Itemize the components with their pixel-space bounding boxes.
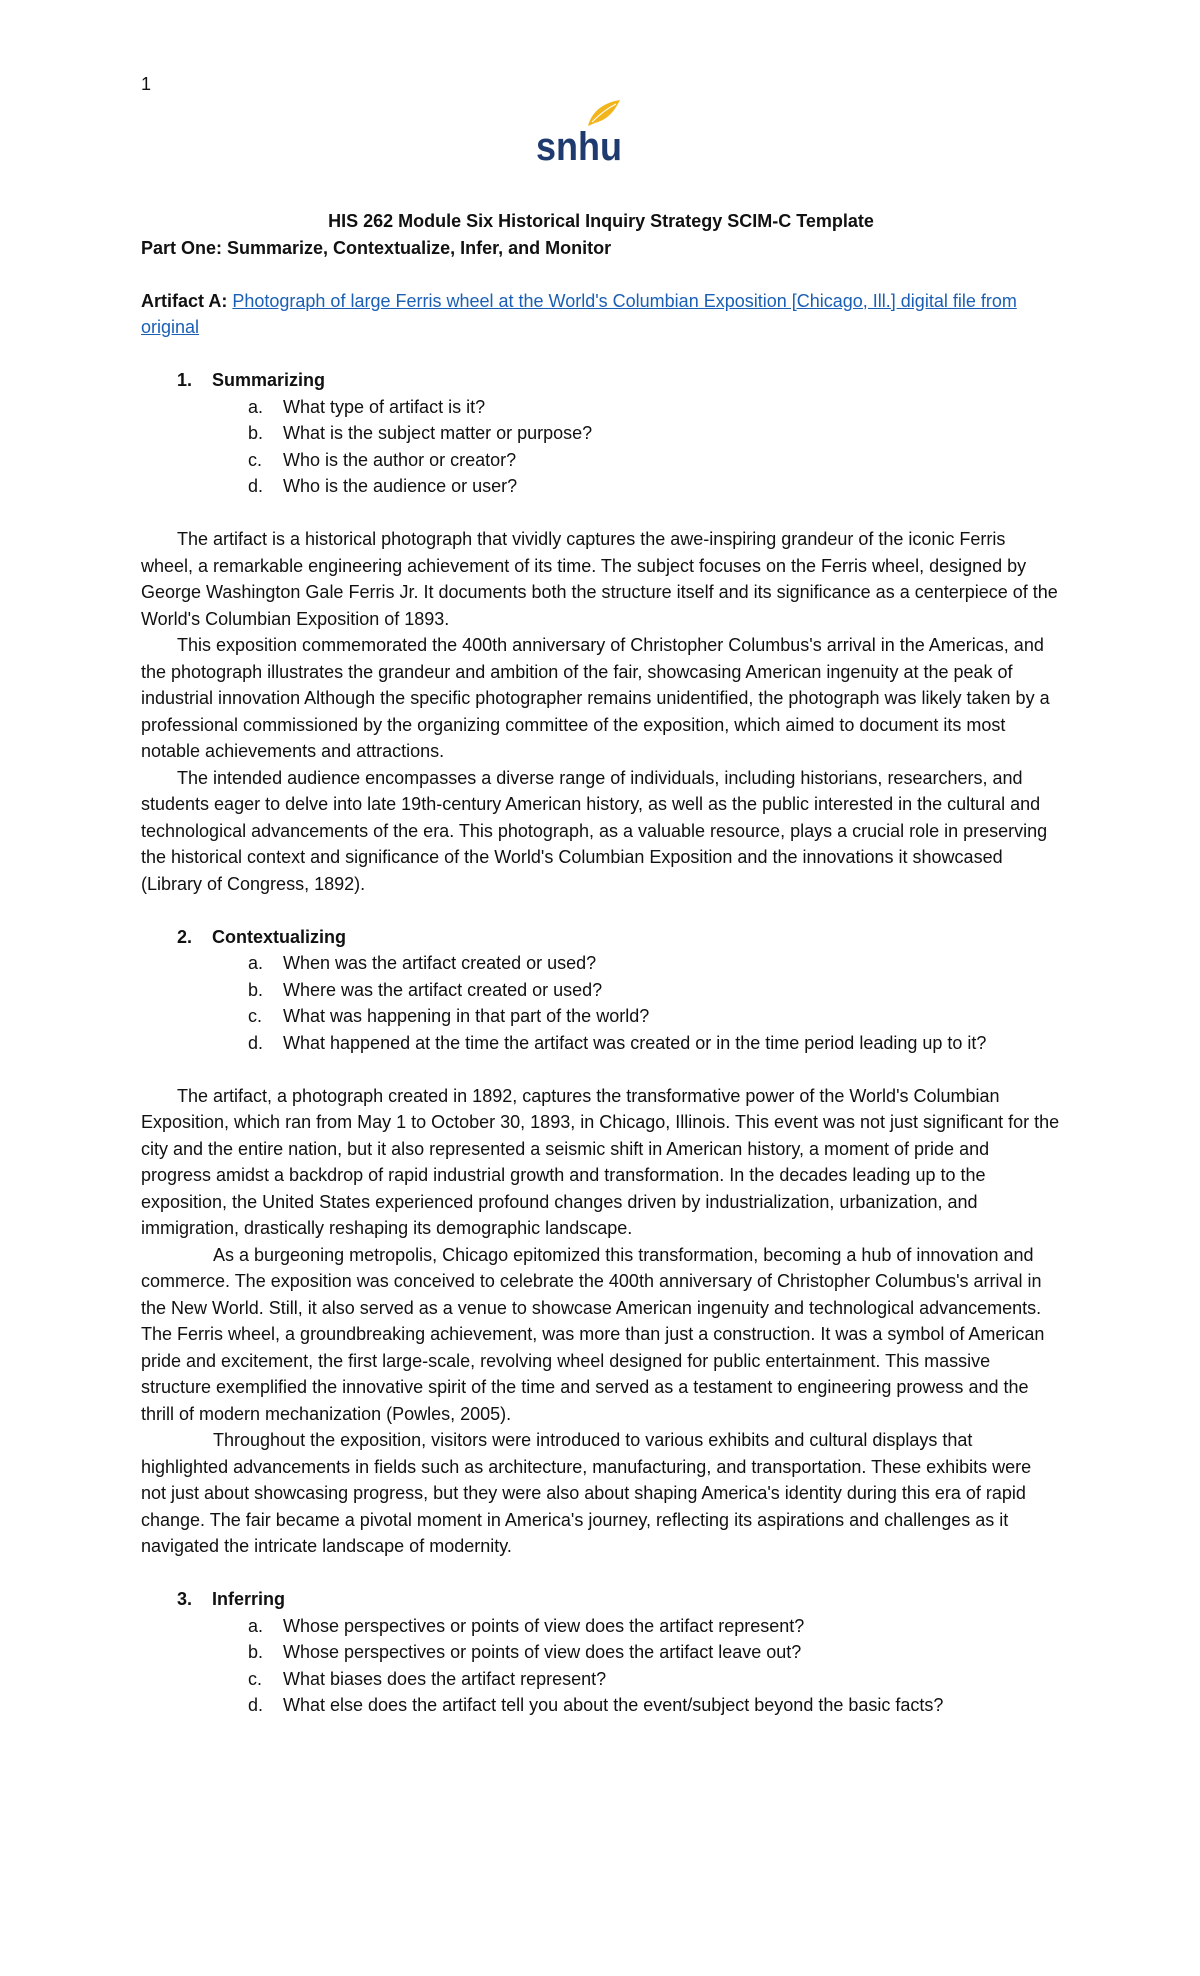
section-title: Inferring — [212, 1589, 286, 1609]
section-number: 3. — [177, 1589, 193, 1609]
question-item: c. What biases does the artifact represent? — [248, 1668, 607, 1689]
artifact-label: Artifact A: — [141, 290, 228, 311]
question-item: a. What type of artifact is it? — [248, 396, 486, 417]
section-summarizing — [141, 367, 1061, 897]
paragraph: This exposition commemorated the 400th anniversary of Christopher Columbus's arrival in the Americas, and the photograph illustrates the grandeur and ambition of the fair, showcasing American ingenuity at the peak of industrial innovation Although the specific photographer remains unidentified, the photograph was likely taken by a professional commissioned by the organizing committee of the exposition, which aimed to document its most notable achievements and attractions. — [141, 635, 1050, 761]
question-item: d. Who is the audience or user? — [248, 476, 518, 496]
svg-text:snhu: snhu — [536, 125, 622, 164]
section-contextualizing — [141, 924, 1061, 1560]
document-title: HIS 262 Module Six Historical Inquiry Strategy SCIM-C Template — [328, 211, 874, 231]
question-item: c. What was happening in that part of the world? — [248, 1006, 650, 1026]
document-body — [141, 208, 1061, 1719]
question-list — [141, 1613, 1061, 1719]
question-item: d. What else does the artifact tell you about the event/subject beyond the basic facts? — [248, 1695, 944, 1715]
question-item: a. When was the artifact created or used? — [248, 953, 597, 973]
page-number: 1 — [141, 74, 152, 94]
artifact-line — [141, 288, 1061, 341]
section-inferring — [141, 1586, 1061, 1719]
artifact-link[interactable]: Photograph of large Ferris wheel at the World's Columbian Exposition [Chicago, Ill.] digital file from original — [141, 290, 1017, 337]
question-list — [141, 394, 1061, 500]
question-item: b. Whose perspectives or points of view does the artifact leave out? — [248, 1642, 802, 1662]
paragraph: Throughout the exposition, visitors were introduced to various exhibits and cultural displays that highlighted advancements in fields such as architecture, manufacturing, and transportation. These exhibits were not just about showcasing progress, but they were also about shaping America's identity during this era of rapid change. The fair became a pivotal moment in America's journey, reflecting its aspirations and challenges as it navigated the intricate landscape of modernity. — [141, 1430, 1032, 1556]
question-list — [141, 950, 1061, 1056]
paragraph: The artifact, a photograph created in 1892, captures the transformative power of the World's Columbian Exposition, which ran from May 1 to October 30, 1893, in Chicago, Illinois. This event was not just significant for the city and the entire nation, but it also represented a seismic shift in American history, a moment of pride and progress amidst a backdrop of rapid industrial growth and transformation. In the decades leading up to the exposition, the United States experienced profound changes driven by industrialization, urbanization, and immigration, drastically reshaping its demographic landscape. — [141, 1085, 1060, 1238]
question-item: b. Where was the artifact created or used? — [248, 979, 603, 1000]
question-item: c. Who is the author or creator? — [248, 449, 517, 470]
question-item: a. Whose perspectives or points of view does the artifact represent? — [248, 1615, 805, 1636]
snhu-logo — [536, 98, 626, 164]
section-title: Summarizing — [212, 370, 326, 390]
section-number: 1. — [177, 370, 193, 390]
paragraph: The intended audience encompasses a diverse range of individuals, including historians, researchers, and students eager to delve into late 19th-century American history, as well as the public interested in the cultural and technological advancements of the era. This photograph, as a valuable resource, plays a crucial role in preserving the historical context and significance of the World's Columbian Exposition and the innovations it showcased (Library of Congress, 1892). — [141, 767, 1048, 894]
question-item: d. What happened at the time the artifact was created or in the time period leading up to it? — [248, 1032, 987, 1053]
section-number: 2. — [177, 926, 193, 947]
paragraph: The artifact is a historical photograph that vividly captures the awe-inspiring grandeur of the iconic Ferris wheel, a remarkable engineering achievement of its time. The subject focuses on the Ferris wheel, designed by George Washington Gale Ferris Jr. It documents both the structure itself and its significance as a centerpiece of the World's Columbian Exposition of 1893. — [141, 529, 1058, 629]
question-item: b. What is the subject matter or purpose? — [248, 423, 593, 443]
paragraph: As a burgeoning metropolis, Chicago epitomized this transformation, becoming a hub of innovation and commerce. The exposition was conceived to celebrate the 400th anniversary of Christopher Columbus's arrival in the New World. Still, it also served as a venue to showcase American ingenuity and technological advancements. The Ferris wheel, a groundbreaking achievement, was more than just a construction. It was a symbol of American pride and excitement, the first large-scale, revolving wheel designed for public entertainment. This massive structure exemplified the innovative spirit of the time and served as a testament to engineering prowess and the thrill of modern mechanization (Powles, 2005). — [141, 1244, 1045, 1424]
section-title: Contextualizing — [212, 926, 346, 947]
part-heading: Part One: Summarize, Contextualize, Infer, and Monitor — [141, 237, 612, 258]
